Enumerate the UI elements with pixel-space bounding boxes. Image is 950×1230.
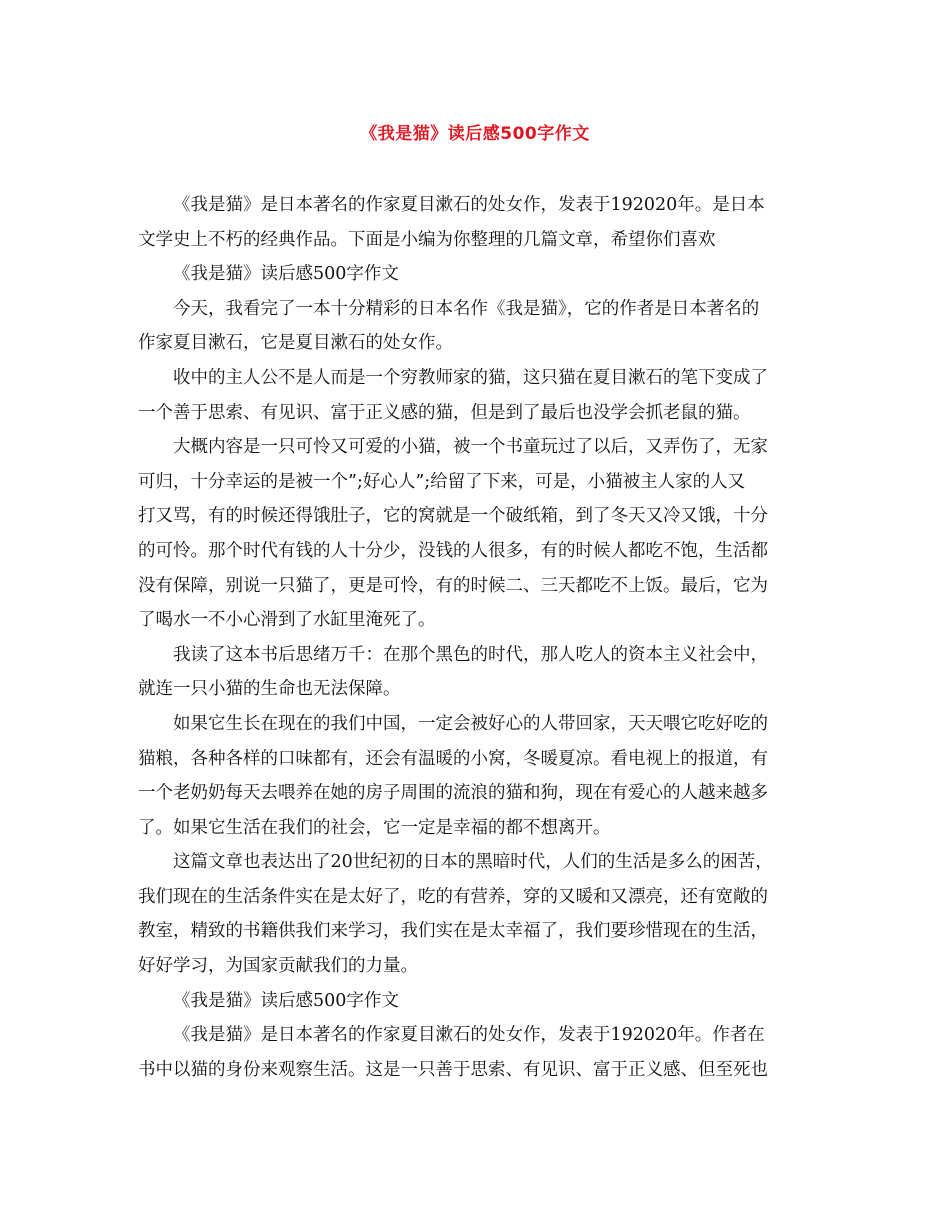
text-line: 打又骂，有的时候还得饿肚子，它的窝就是一个破纸箱，到了冬天又冷又饿，十分 xyxy=(138,506,768,527)
text-line: 书中以猫的身份来观察生活。这是一只善于思索、有见识、富于正义感、但至死也 xyxy=(138,1059,768,1080)
text-line: 的可怜。那个时代有钱的人十分少，没钱的人很多，有的时候人都吃不饱，生活都 xyxy=(138,540,768,561)
text-line: 没有保障，别说一只猫了，更是可怜，有的时候二、三天都吃不上饭。最后，它为 xyxy=(138,575,768,596)
text-line: 可归，十分幸运的是被一个”;好心人”;给留了下来，可是，小猫被主人家的人又 xyxy=(138,471,746,492)
document-title: 《我是猫》读后感500字作文 xyxy=(360,124,590,144)
text-line: 大概内容是一只可怜又可爱的小猫，被一个书童玩过了以后，又弄伤了，无家 xyxy=(173,437,768,458)
document-body xyxy=(138,188,828,1087)
text-line: 教室，精致的书籍供我们来学习，我们实在是太幸福了，我们要珍惜现在的生活， xyxy=(138,921,768,942)
text-line: 我们现在的生活条件实在是太好了，吃的有营养，穿的又暖和又漂亮，还有宽敞的 xyxy=(138,886,768,907)
section-heading-2 xyxy=(138,984,828,1019)
text-line: 我读了这本书后思绪万千：在那个黑色的时代，那人吃人的资本主义社会中， xyxy=(173,644,768,665)
text-line: 一个善于思索、有见识、富于正义感的猫，但是到了最后也没学会抓老鼠的猫。 xyxy=(138,402,751,423)
text-line: 这篇文章也表达出了20世纪初的日本的黑暗时代，人们的生活是多么的困苦， xyxy=(173,852,773,873)
text-line: 了喝水一不小心滑到了水缸里淹死了。 xyxy=(138,610,436,631)
paragraph xyxy=(138,845,828,983)
text-line: 一个老奶奶每天去喂养在她的房子周围的流浪的猫和狗，现在有爱心的人越来越多 xyxy=(138,783,768,804)
text-line: 文学史上不朽的经典作品。下面是小编为你整理的几篇文章，希望你们喜欢 xyxy=(138,229,716,250)
text-line: 如果它生长在现在的我们中国，一定会被好心的人带回家，天天喂它吃好吃的 xyxy=(173,713,768,734)
text-line: 《我是猫》是日本著名的作家夏目漱石的处女作，发表于192020年。作者在 xyxy=(173,1025,765,1046)
paragraph xyxy=(138,430,828,638)
text-line: 今天，我看完了一本十分精彩的日本名作《我是猫》，它的作者是日本著名的 xyxy=(173,298,760,319)
paragraph xyxy=(138,292,828,361)
paragraph xyxy=(138,1018,828,1087)
text-line: 收中的主人公不是人而是一个穷教师家的猫，这只猫在夏目漱石的笔下变成了 xyxy=(173,367,768,388)
text-line: 作家夏目漱石，它是夏目漱石的处女作。 xyxy=(138,333,453,354)
text-line: 《我是猫》读后感500字作文 xyxy=(173,990,399,1011)
text-line: 《我是猫》是日本著名的作家夏目漱石的处女作，发表于192020年。是日本 xyxy=(173,195,765,215)
paragraph xyxy=(138,707,828,845)
text-line: 猫粮，各种各样的口味都有，还会有温暖的小窝，冬暖夏凉。看电视上的报道，有 xyxy=(138,748,768,769)
text-line: 《我是猫》读后感500字作文 xyxy=(173,264,399,285)
text-line: 好好学习，为国家贡献我们的力量。 xyxy=(138,956,418,977)
text-line: 就连一只小猫的生命也无法保障。 xyxy=(138,679,401,700)
paragraph xyxy=(138,638,828,707)
paragraph xyxy=(138,361,828,430)
paragraph-intro xyxy=(138,188,828,257)
text-line: 了。如果它生活在我们的社会，它一定是幸福的都不想离开。 xyxy=(138,817,611,838)
section-heading-1 xyxy=(138,257,828,292)
